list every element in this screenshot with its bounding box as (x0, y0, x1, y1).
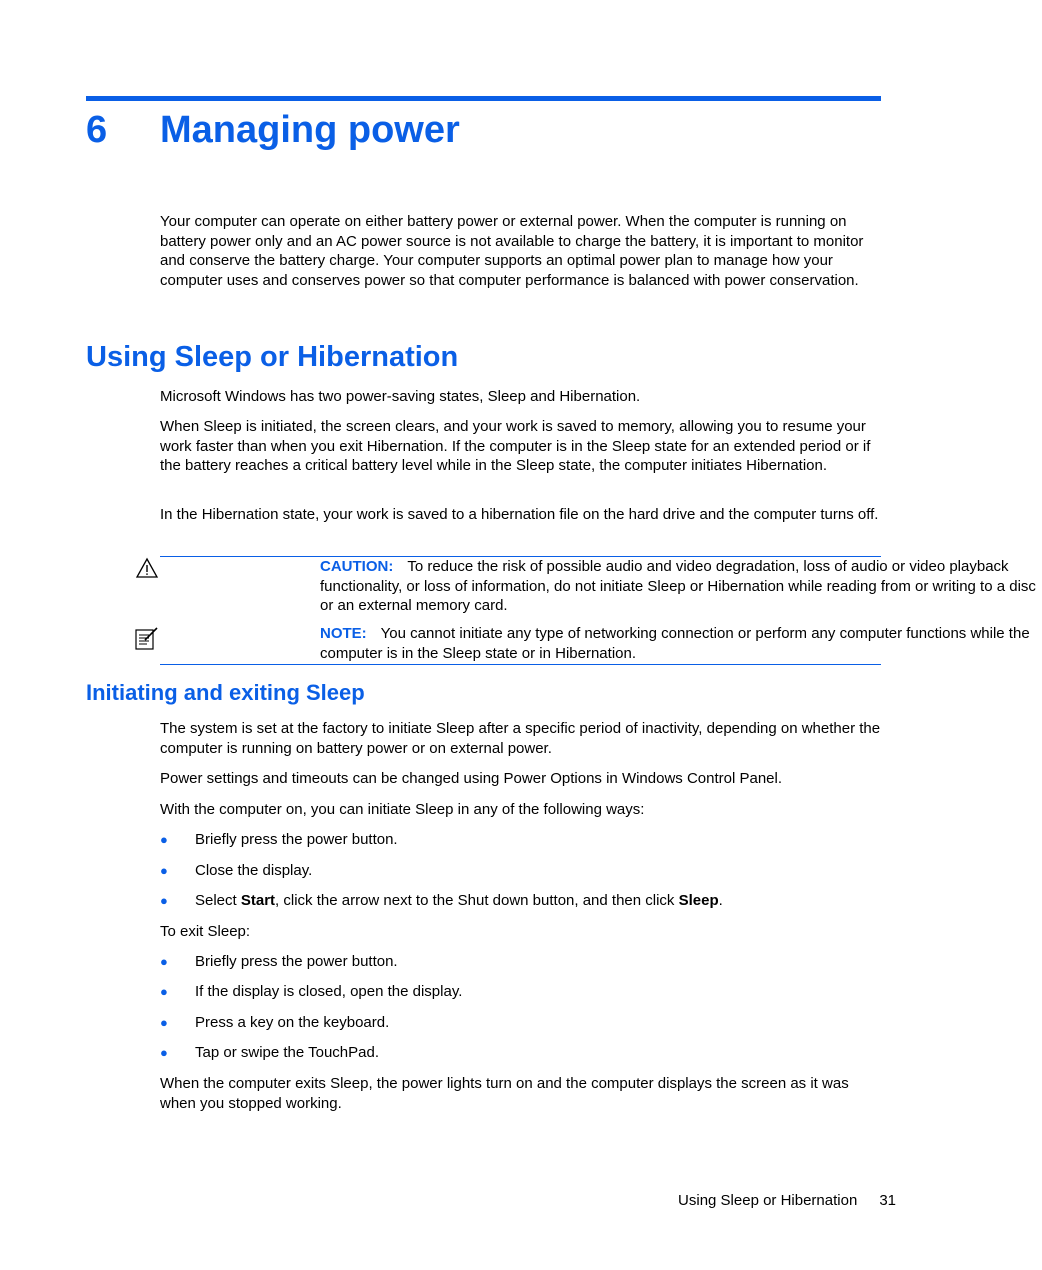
note-box (160, 624, 1030, 665)
note-label: NOTE: (320, 625, 367, 642)
bullet-icon: ● (160, 1045, 168, 1060)
section-heading-sleep-hibernation: Using Sleep or Hibernation (86, 341, 459, 373)
caution-icon (136, 558, 158, 578)
paragraph: The system is set at the factory to initiate Sleep after a specific period of inactivity, depending on whether the computer is running on battery power or on external power. (160, 720, 881, 757)
caution-label: CAUTION: (320, 558, 394, 575)
page-number: 31 (879, 1192, 896, 1209)
chapter-title: Managing power (160, 109, 460, 151)
paragraph: With the computer on, you can initiate Sleep in any of the following ways: (160, 801, 645, 818)
paragraph: When the computer exits Sleep, the power lights turn on and the computer displays the screen as it was when you stopped working. (160, 1075, 849, 1112)
chapter-number: 6 (86, 109, 108, 151)
caution-text: CAUTION: To reduce the risk of possible audio and video degradation, loss of audio or video playback functionality, or loss of information, do not initiate Sleep or Hibernation while reading from or writing to a disc or an external memory card. (320, 558, 1036, 614)
bullet-icon: ● (160, 832, 168, 847)
bullet-icon: ● (160, 1015, 168, 1030)
paragraph: When Sleep is initiated, the screen clears, and your work is saved to memory, allowing you to resume your work faster than when you exit Hibernation. If the computer is in the Sleep state for an extended period or if the battery reaches a critical battery level while in the Sleep state, the computer initiates Hibernation. (160, 418, 871, 474)
bullet-icon: ● (160, 863, 168, 878)
footer-section-title: Using Sleep or Hibernation (678, 1192, 858, 1209)
paragraph: Microsoft Windows has two power-saving states, Sleep and Hibernation. (160, 388, 641, 405)
paragraph: To exit Sleep: (160, 923, 251, 940)
note-text: NOTE: You cannot initiate any type of networking connection or perform any computer functions while the computer is in the Sleep state or in Hibernation. (320, 625, 1030, 662)
bullet-icon: ● (160, 984, 168, 999)
paragraph: Power settings and timeouts can be changed using Power Options in Windows Control Panel. (160, 770, 783, 787)
paragraph: In the Hibernation state, your work is saved to a hibernation file on the hard drive and the computer turns off. (160, 506, 879, 523)
intro-paragraph: Your computer can operate on either battery power or external power. When the computer is running on battery power only and an AC power source is not available to charge the battery, it is important to monitor and conserve the battery charge. Your computer supports an optimal power plan to manage how your computer uses and conserves power so that computer performance is balanced with power conservation. (160, 213, 864, 289)
note-icon (135, 626, 159, 650)
section-heading-initiating-exiting-sleep: Initiating and exiting Sleep (86, 680, 365, 705)
page-footer (678, 1192, 896, 1209)
caution-box (160, 556, 1036, 615)
chapter-rule (86, 96, 881, 101)
bullet-icon: ● (160, 954, 168, 969)
bullet-icon: ● (160, 893, 168, 908)
